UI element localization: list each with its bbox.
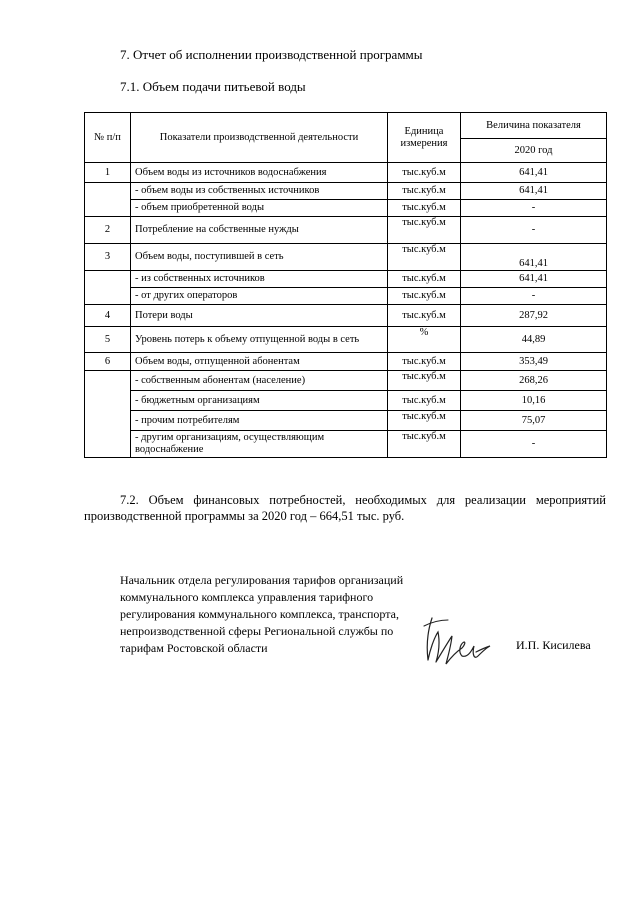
table-row xyxy=(85,353,607,371)
row-label: - собственным абонентам (население) xyxy=(131,371,388,391)
row-value: 353,49 xyxy=(461,353,607,371)
row-unit: тыс.куб.м xyxy=(388,271,461,288)
row-value: - xyxy=(461,217,607,244)
table-row xyxy=(85,431,607,458)
row-label: Уровень потерь к объему отпущенной воды в сеть xyxy=(131,327,388,353)
row-label: - из собственных источников xyxy=(131,271,388,288)
row-label: - объем приобретенной воды xyxy=(131,200,388,217)
row-num: 6 xyxy=(85,353,131,371)
header-year: 2020 год xyxy=(461,139,607,163)
header-unit xyxy=(388,113,461,163)
row-num: 2 xyxy=(85,217,131,244)
row-label: - бюджетным организациям xyxy=(131,391,388,411)
row-value: 75,07 xyxy=(461,411,607,431)
handwritten-signature xyxy=(418,612,498,668)
row-label: - объем воды из собственных источников xyxy=(131,183,388,200)
row-label: - прочим потребителям xyxy=(131,411,388,431)
table-row xyxy=(85,271,607,288)
row-value: - xyxy=(461,431,607,458)
table-row xyxy=(85,217,607,244)
row-num xyxy=(85,271,131,305)
row-value: 641,41 xyxy=(461,183,607,200)
row-value: - xyxy=(461,200,607,217)
financial-needs-paragraph: 7.2. Объем финансовых потребностей, необходимых для реализации мероприятий производственной программы за 2020 год – 664,51 тыс. руб. xyxy=(84,493,606,523)
row-unit: тыс.куб.м xyxy=(388,183,461,200)
subsection-heading: 7.1. Объем подачи питьевой воды xyxy=(120,79,306,94)
row-unit: тыс.куб.м xyxy=(388,163,461,183)
row-unit: тыс.куб.м xyxy=(388,431,461,458)
row-label: Объем воды, отпущенной абонентам xyxy=(131,353,388,371)
table-row xyxy=(85,163,607,183)
table-row xyxy=(85,244,607,271)
row-unit: % xyxy=(388,327,461,353)
row-num xyxy=(85,371,131,458)
signatory-position: Начальник отдела регулирования тарифов организаций коммунального комплекса управления тарифного регулирования коммунального комплекса, транспорта, непроизводственной сферы Региональной службы по тарифам Ростовской области xyxy=(120,573,404,655)
table-row xyxy=(85,371,607,391)
row-unit: тыс.куб.м xyxy=(388,288,461,305)
row-unit: тыс.куб.м xyxy=(388,371,461,391)
header-unit-line2: измерения xyxy=(400,137,448,149)
row-label: - другим организациям, осуществляющим водоснабжение xyxy=(131,431,388,458)
row-value: 641,41 xyxy=(461,271,607,288)
row-unit: тыс.куб.м xyxy=(388,244,461,271)
table-row xyxy=(85,391,607,411)
row-label: - от других операторов xyxy=(131,288,388,305)
row-value: 268,26 xyxy=(461,371,607,391)
row-unit: тыс.куб.м xyxy=(388,411,461,431)
row-value: 641,41 xyxy=(461,244,607,271)
row-unit: тыс.куб.м xyxy=(388,217,461,244)
row-label: Потери воды xyxy=(131,305,388,327)
table-row xyxy=(85,327,607,353)
table-row xyxy=(85,200,607,217)
section-heading: 7. Отчет об исполнении производственной программы xyxy=(120,47,423,62)
table-row xyxy=(85,411,607,431)
table-row xyxy=(85,305,607,327)
row-unit: тыс.куб.м xyxy=(388,305,461,327)
row-unit: тыс.куб.м xyxy=(388,200,461,217)
row-value: 287,92 xyxy=(461,305,607,327)
row-num xyxy=(85,183,131,217)
row-label: Объем воды, поступившей в сеть xyxy=(131,244,388,271)
signatory-name: И.П. Кисилева xyxy=(516,638,591,652)
row-num: 5 xyxy=(85,327,131,353)
row-value: - xyxy=(461,288,607,305)
row-label: Потребление на собственные нужды xyxy=(131,217,388,244)
row-value: 641,41 xyxy=(461,163,607,183)
row-num: 3 xyxy=(85,244,131,271)
water-supply-table xyxy=(84,112,607,458)
row-num: 1 xyxy=(85,163,131,183)
row-unit: тыс.куб.м xyxy=(388,391,461,411)
table-row xyxy=(85,288,607,305)
table-row xyxy=(85,183,607,200)
row-num: 4 xyxy=(85,305,131,327)
row-unit: тыс.куб.м xyxy=(388,353,461,371)
row-value: 10,16 xyxy=(461,391,607,411)
header-unit-line1: Единица xyxy=(404,125,444,137)
header-indicator: Показатели производственной деятельности xyxy=(131,113,388,163)
row-value: 44,89 xyxy=(461,327,607,353)
header-num: № п/п xyxy=(85,113,131,163)
row-label: Объем воды из источников водоснабжения xyxy=(131,163,388,183)
header-value: Величина показателя xyxy=(461,113,607,139)
